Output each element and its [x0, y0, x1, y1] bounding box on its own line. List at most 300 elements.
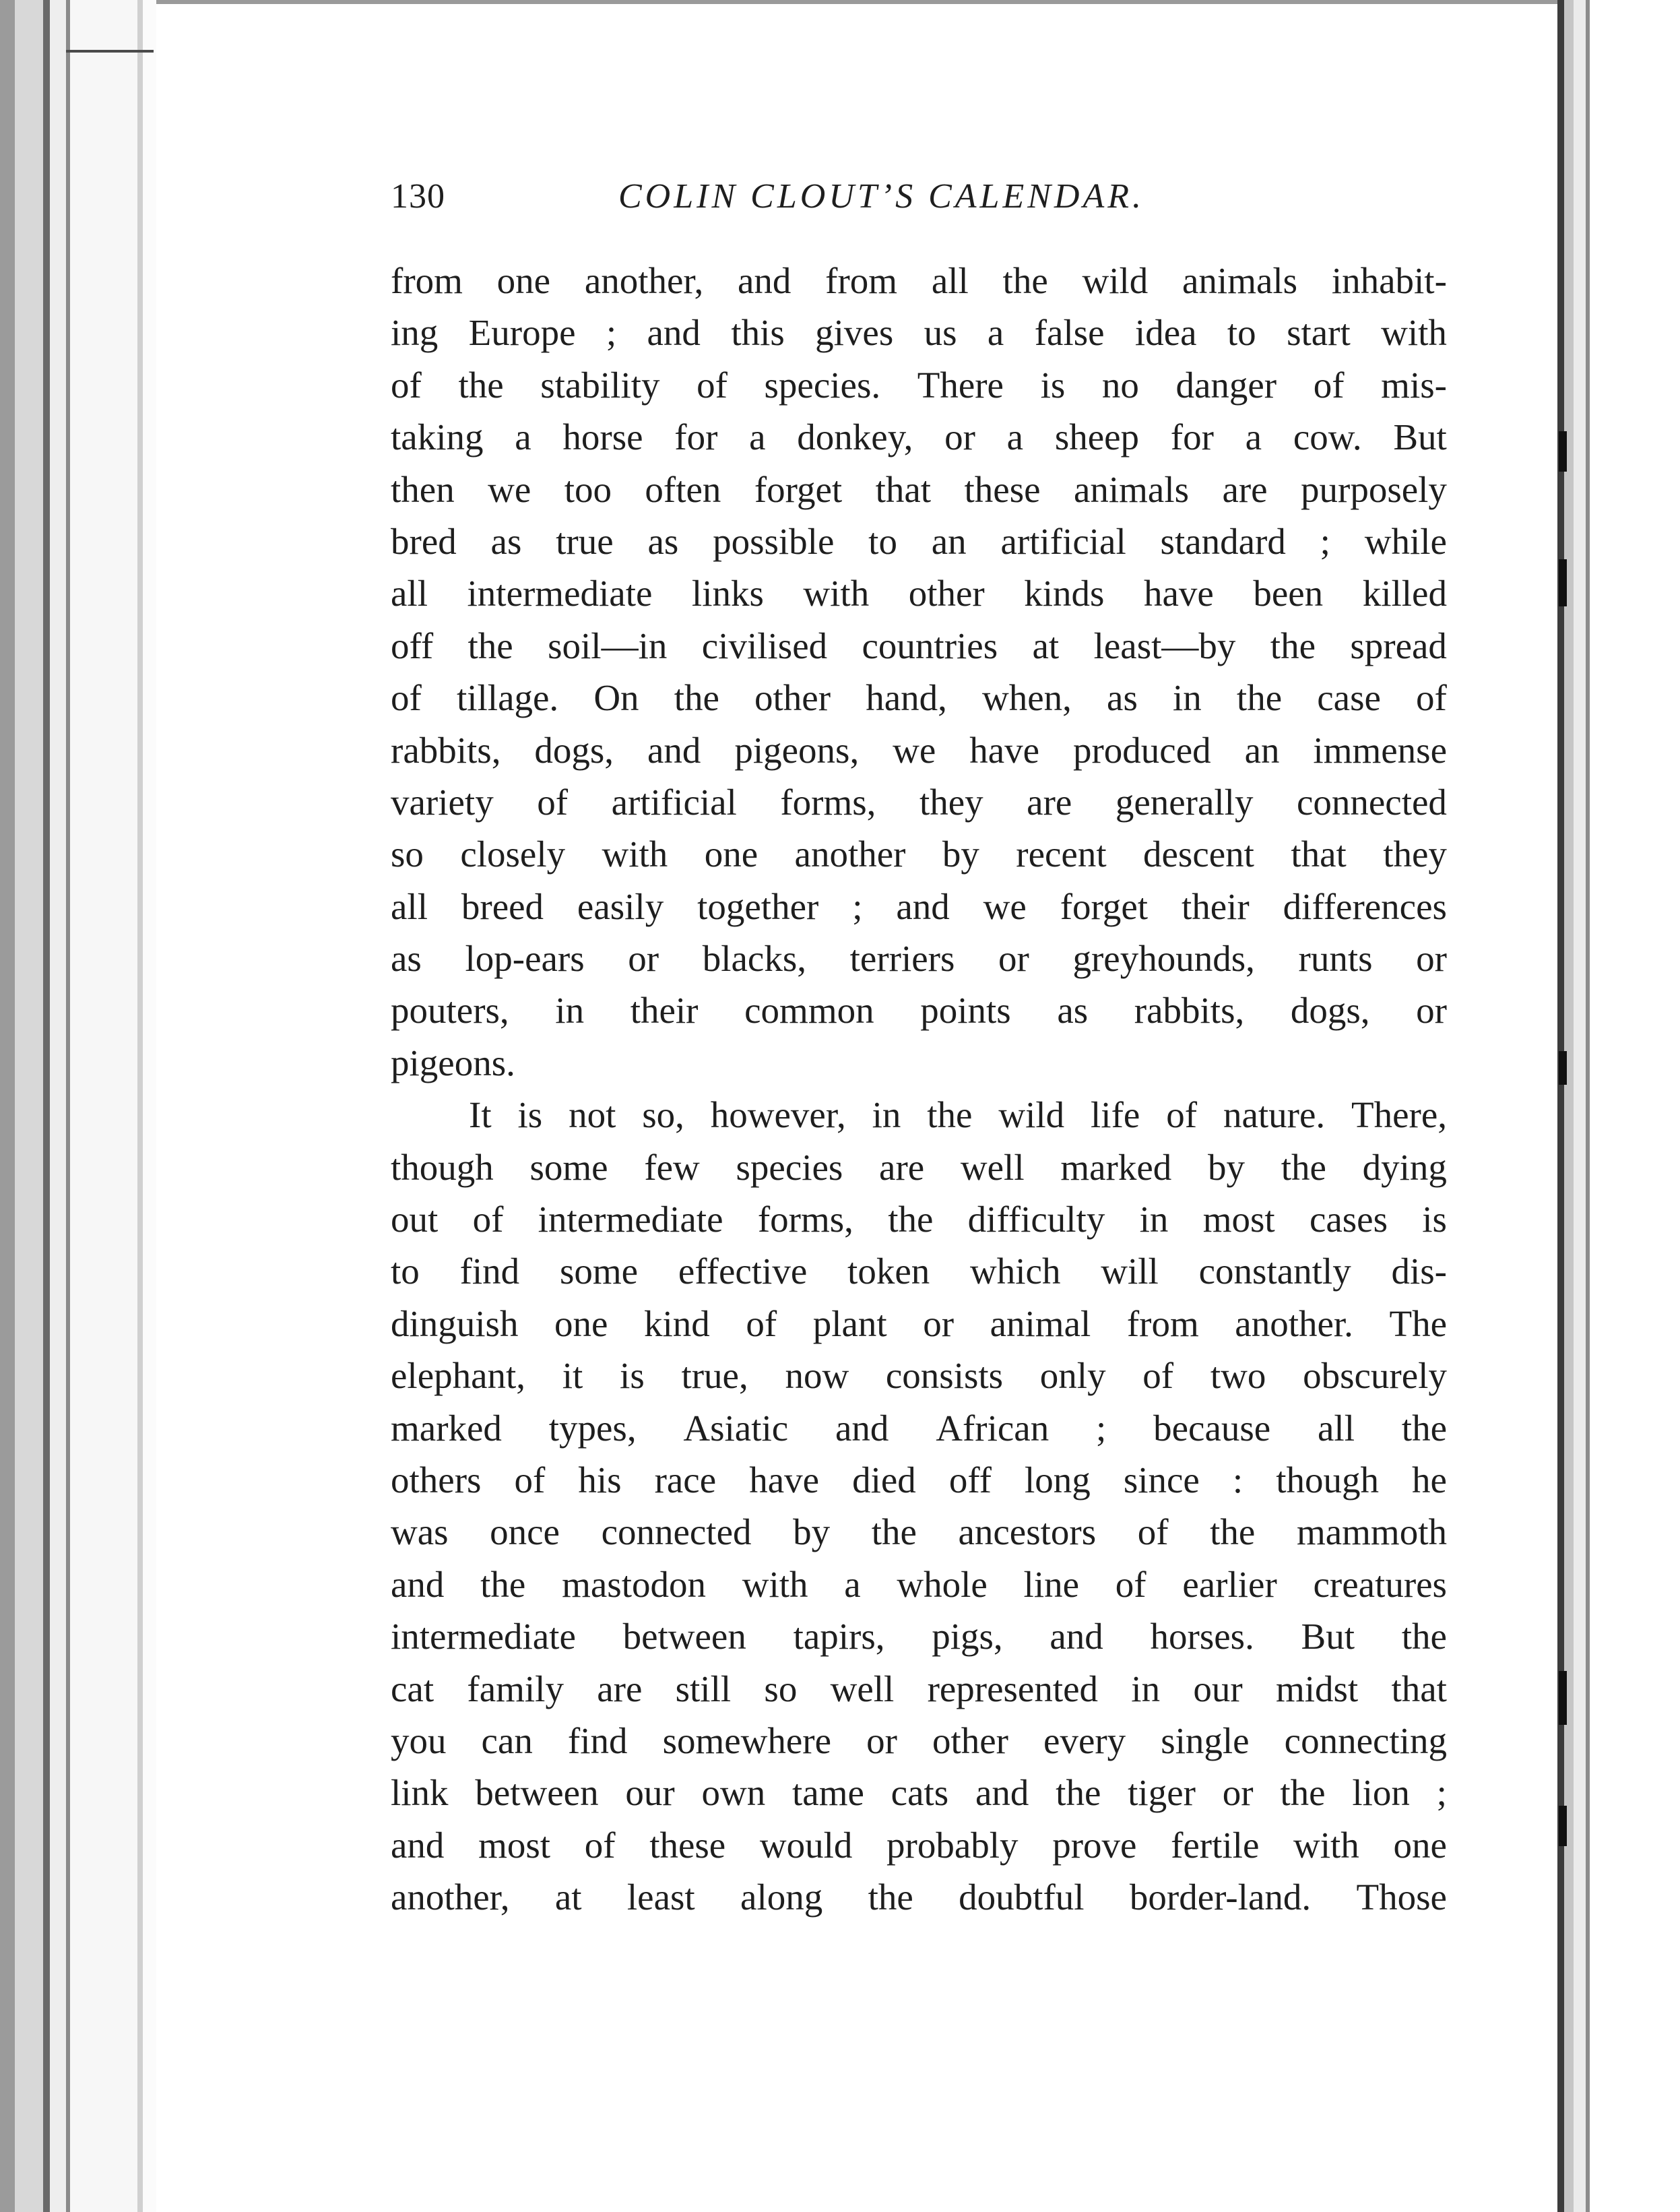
word: Those	[1356, 1876, 1447, 1918]
word: too	[564, 468, 612, 510]
word: and	[975, 1772, 1029, 1814]
word: obscurely	[1303, 1355, 1447, 1397]
page-number: 130	[391, 177, 445, 216]
word: hand,	[866, 677, 947, 719]
word: one	[554, 1302, 608, 1344]
word: marked	[1060, 1146, 1172, 1188]
word: inhabit-	[1331, 260, 1447, 301]
word: others	[391, 1459, 482, 1500]
word: and	[647, 729, 701, 771]
word: of	[746, 1302, 777, 1344]
text-line	[391, 1663, 1447, 1715]
word: prove	[1052, 1824, 1137, 1866]
word: Asiatic	[683, 1407, 789, 1449]
running-head	[391, 177, 1415, 230]
word: two	[1210, 1355, 1266, 1397]
word: rabbits,	[1134, 990, 1245, 1032]
word: But	[1301, 1616, 1355, 1657]
word: from	[825, 260, 898, 301]
word: dying	[1362, 1146, 1447, 1188]
word: with	[742, 1563, 808, 1605]
word: stability	[540, 364, 660, 406]
word: artificial	[611, 781, 737, 823]
word: would	[759, 1824, 853, 1866]
word: off	[948, 1459, 992, 1500]
word: wild	[1082, 260, 1149, 301]
page-top-edge	[156, 0, 1557, 4]
word: whole	[897, 1563, 988, 1605]
text-line	[391, 1402, 1447, 1454]
word: died	[852, 1459, 916, 1500]
word: There	[917, 364, 1004, 406]
word: for	[1170, 416, 1214, 458]
word: true	[556, 520, 614, 562]
word: represented	[927, 1668, 1099, 1709]
word: Europe	[468, 312, 576, 354]
word: their	[630, 990, 699, 1032]
running-title: COLIN CLOUT’S CALENDAR.	[618, 177, 1144, 216]
text-line	[391, 1767, 1447, 1819]
word: an	[931, 520, 967, 562]
word: points	[920, 990, 1011, 1032]
word: recent	[1016, 833, 1107, 875]
word: another	[794, 833, 906, 875]
text-line	[391, 672, 1447, 724]
text-line	[391, 1245, 1447, 1297]
word: with	[1381, 312, 1447, 354]
word: all	[1318, 1407, 1355, 1449]
word: are	[1027, 781, 1072, 823]
word: the	[868, 1876, 913, 1918]
word: the	[871, 1511, 917, 1553]
word: taking	[391, 416, 484, 458]
word: of	[1142, 1355, 1174, 1397]
word: species.	[764, 364, 881, 406]
word: one	[704, 833, 758, 875]
word: variety	[391, 781, 494, 823]
word: since	[1123, 1459, 1200, 1500]
word: we	[488, 468, 531, 510]
word: easily	[577, 885, 664, 927]
word: out	[391, 1199, 439, 1240]
word: been	[1253, 573, 1324, 614]
word: mammoth	[1296, 1511, 1447, 1553]
word: though	[391, 1146, 494, 1188]
word: token	[847, 1251, 930, 1292]
word: the	[1281, 1146, 1326, 1188]
word: as	[1107, 677, 1138, 719]
word: from	[1126, 1302, 1199, 1344]
word: his	[578, 1459, 622, 1500]
word: breed	[461, 885, 544, 927]
word: pouters,	[391, 990, 509, 1032]
word: mis-	[1381, 364, 1447, 406]
word: a	[749, 416, 766, 458]
word: the	[1056, 1772, 1101, 1814]
word: least	[626, 1876, 695, 1918]
text-line	[391, 1715, 1447, 1767]
text-line	[391, 411, 1447, 463]
text-line	[391, 1141, 1447, 1193]
word: which	[970, 1251, 1061, 1292]
word: most	[1202, 1199, 1275, 1240]
word: by	[942, 833, 979, 875]
word: you	[391, 1719, 447, 1761]
word: or	[923, 1302, 955, 1344]
word: civilised	[701, 625, 828, 666]
word: horse	[562, 416, 643, 458]
word: family	[467, 1668, 564, 1709]
word: sheep	[1054, 416, 1140, 458]
word: it	[562, 1355, 583, 1397]
word: these	[649, 1824, 726, 1866]
word: find	[567, 1719, 628, 1761]
word: gives	[815, 312, 894, 354]
word: of	[1416, 677, 1447, 719]
word: ancestors	[958, 1511, 1097, 1553]
word: artificial	[1000, 520, 1126, 562]
word: our	[625, 1772, 675, 1814]
word: species	[736, 1146, 843, 1188]
scan-left-margin	[0, 0, 156, 2212]
word: ;	[606, 312, 617, 354]
word: only	[1039, 1355, 1106, 1397]
word: animals	[1182, 260, 1298, 301]
word: these	[964, 468, 1041, 510]
word: descent	[1143, 833, 1254, 875]
word: intermediate	[538, 1199, 723, 1240]
word: one	[1393, 1824, 1447, 1866]
word: dinguish	[391, 1302, 519, 1344]
word: of	[472, 1199, 504, 1240]
word: most	[478, 1824, 551, 1866]
text-line	[391, 620, 1447, 672]
word: dogs,	[1290, 990, 1370, 1032]
text-line	[391, 1089, 1447, 1141]
word: they	[1383, 833, 1447, 875]
word: or	[1416, 938, 1447, 980]
word: so,	[642, 1094, 684, 1136]
word: connecting	[1284, 1719, 1447, 1761]
word: race	[654, 1459, 717, 1500]
word: all	[391, 885, 428, 927]
word: our	[1193, 1668, 1243, 1709]
word: a	[515, 416, 531, 458]
word: earlier	[1182, 1563, 1277, 1605]
word: African	[936, 1407, 1049, 1449]
word: for	[674, 416, 718, 458]
word: one	[496, 260, 551, 301]
text-line	[391, 776, 1447, 828]
word: the	[1280, 1772, 1326, 1814]
word: we	[983, 885, 1027, 927]
text-line	[391, 881, 1447, 933]
word: wild	[998, 1094, 1065, 1136]
word: spread	[1350, 625, 1447, 666]
word: border-land.	[1129, 1876, 1312, 1918]
word: and	[647, 312, 701, 354]
word: can	[481, 1719, 533, 1761]
word: other	[908, 573, 985, 614]
text-line	[391, 984, 1447, 1036]
text-line	[391, 724, 1447, 776]
word: bred	[391, 520, 457, 562]
word: life	[1091, 1094, 1140, 1136]
word: links	[691, 573, 764, 614]
word: pigeons.	[391, 1042, 515, 1083]
word: as	[391, 938, 422, 980]
word: produced	[1072, 729, 1211, 771]
word: cats	[891, 1772, 949, 1814]
word: and	[896, 885, 950, 927]
word: the	[458, 364, 504, 406]
word: this	[731, 312, 785, 354]
word: all	[391, 573, 428, 614]
word: with	[602, 833, 668, 875]
word: have	[1144, 573, 1214, 614]
word: are	[597, 1668, 643, 1709]
word: types,	[548, 1407, 637, 1449]
word: forms,	[757, 1199, 853, 1240]
word: to	[1227, 312, 1256, 354]
word: while	[1364, 520, 1447, 562]
word: ;	[1096, 1407, 1107, 1449]
word: the	[1210, 1511, 1256, 1553]
word: pigs,	[932, 1616, 1003, 1657]
word: no	[1101, 364, 1139, 406]
word: off	[391, 625, 434, 666]
word: marked	[391, 1407, 502, 1449]
word: fertile	[1171, 1824, 1260, 1866]
word: the	[480, 1563, 526, 1605]
word: kinds	[1024, 573, 1105, 614]
word: that	[875, 468, 932, 510]
word: forget	[754, 468, 843, 510]
text-line	[391, 307, 1447, 358]
word: forms,	[780, 781, 876, 823]
word: of	[584, 1824, 616, 1866]
word: a	[1006, 416, 1024, 458]
word: in	[872, 1094, 901, 1136]
word: was	[391, 1511, 449, 1553]
word: own	[701, 1772, 766, 1814]
word: lop-ears	[465, 938, 585, 980]
text-line	[391, 828, 1447, 880]
word: or	[998, 938, 1029, 980]
word: and	[391, 1824, 445, 1866]
word: the	[927, 1094, 973, 1136]
word: rabbits,	[391, 729, 501, 771]
word: together	[697, 885, 819, 927]
word: the	[674, 677, 719, 719]
word: immense	[1313, 729, 1447, 771]
word: from	[391, 260, 463, 301]
text-line	[391, 1558, 1447, 1610]
word: the	[1401, 1407, 1447, 1449]
word: well	[960, 1146, 1025, 1188]
word: now	[785, 1355, 849, 1397]
word: cow.	[1293, 416, 1362, 458]
word: of	[1115, 1563, 1146, 1605]
word: mastodon	[562, 1563, 706, 1605]
word: On	[593, 677, 639, 719]
word: countries	[862, 625, 998, 666]
word: somewhere	[662, 1719, 832, 1761]
word: cat	[391, 1668, 434, 1709]
word: so	[391, 833, 424, 875]
word: all	[931, 260, 969, 301]
word: animals	[1073, 468, 1190, 510]
word: few	[644, 1146, 700, 1188]
word: The	[1389, 1302, 1447, 1344]
word: doubtful	[959, 1876, 1085, 1918]
word: us	[924, 312, 957, 354]
word: lion	[1352, 1772, 1410, 1814]
word: their	[1181, 885, 1250, 927]
word: some	[559, 1251, 639, 1292]
word: ;	[1320, 520, 1330, 562]
text-line	[391, 1506, 1447, 1558]
word: and	[738, 260, 791, 301]
word: other	[754, 677, 831, 719]
word: the	[1401, 1616, 1447, 1657]
text-line	[391, 255, 1447, 307]
word: that	[1391, 1668, 1447, 1709]
word: or	[1222, 1772, 1254, 1814]
word: effective	[678, 1251, 808, 1292]
word: and	[391, 1563, 445, 1605]
word: have	[749, 1459, 820, 1500]
word: donkey,	[797, 416, 913, 458]
word: runts	[1298, 938, 1373, 980]
word: tame	[792, 1772, 864, 1814]
word: of	[697, 364, 728, 406]
word: intermediate	[467, 573, 653, 614]
word: when,	[982, 677, 1072, 719]
word: standard	[1160, 520, 1286, 562]
word: false	[1034, 312, 1105, 354]
word: greyhounds,	[1072, 938, 1255, 980]
word: not	[569, 1094, 616, 1136]
word: and	[835, 1407, 889, 1449]
word: a	[844, 1563, 861, 1605]
word: pigeons,	[734, 729, 860, 771]
word: between	[622, 1616, 746, 1657]
word: often	[645, 468, 721, 510]
word: or	[628, 938, 659, 980]
word: elephant,	[391, 1355, 526, 1397]
text-line	[391, 1350, 1447, 1401]
word: of	[537, 781, 569, 823]
word: ;	[852, 885, 863, 927]
word: a	[1245, 416, 1262, 458]
word: line	[1023, 1563, 1080, 1605]
word: But	[1393, 416, 1447, 458]
text-line	[391, 1454, 1447, 1506]
text-line	[391, 1193, 1447, 1245]
word: find	[459, 1251, 520, 1292]
word: kind	[643, 1302, 710, 1344]
word: with	[1293, 1824, 1359, 1866]
word: closely	[460, 833, 566, 875]
word: are	[879, 1146, 925, 1188]
word: common	[744, 990, 874, 1032]
word: tillage.	[456, 677, 559, 719]
word: along	[740, 1876, 823, 1918]
word: by	[793, 1511, 831, 1553]
word: at	[554, 1876, 582, 1918]
word: though	[1276, 1459, 1379, 1500]
word: as	[490, 520, 522, 562]
word: single	[1161, 1719, 1250, 1761]
word: probably	[886, 1824, 1019, 1866]
word: however,	[710, 1094, 846, 1136]
word: as	[1057, 990, 1089, 1032]
word: differences	[1283, 885, 1447, 927]
word: still	[675, 1668, 732, 1709]
word: generally	[1115, 781, 1254, 823]
word: the	[888, 1199, 934, 1240]
word: difficulty	[967, 1199, 1105, 1240]
word: of	[391, 364, 422, 406]
word: at	[1032, 625, 1060, 666]
text-line	[391, 933, 1447, 984]
text-line	[391, 359, 1447, 411]
word: nature.	[1223, 1094, 1326, 1136]
word: will	[1101, 1251, 1159, 1292]
word: of	[514, 1459, 546, 1500]
word: between	[475, 1772, 599, 1814]
word: constantly	[1198, 1251, 1351, 1292]
text-line	[391, 1871, 1447, 1923]
word: ing	[391, 312, 439, 354]
text-line	[391, 1819, 1447, 1871]
scan-right-margin	[1557, 0, 1680, 2212]
word: by	[1207, 1146, 1245, 1188]
word: tiger	[1128, 1772, 1196, 1814]
word: a	[987, 312, 1004, 354]
word: soil—in	[548, 625, 668, 666]
word: cases	[1309, 1199, 1388, 1240]
text-line	[391, 567, 1447, 619]
word: as	[647, 520, 679, 562]
word: or	[1416, 990, 1447, 1032]
word: It	[469, 1094, 492, 1136]
word: danger	[1175, 364, 1277, 406]
word: in	[1131, 1668, 1161, 1709]
word: so	[764, 1668, 798, 1709]
word: idea	[1134, 312, 1197, 354]
word: creatures	[1313, 1563, 1447, 1605]
word: connected	[1296, 781, 1447, 823]
word: true,	[681, 1355, 748, 1397]
word: the	[1236, 677, 1283, 719]
word: he	[1412, 1459, 1447, 1500]
word: an	[1244, 729, 1280, 771]
word: in	[1173, 677, 1202, 719]
word: blacks,	[702, 938, 806, 980]
text-line	[391, 515, 1447, 567]
word: link	[391, 1772, 449, 1814]
word: plant	[812, 1302, 887, 1344]
word: is	[620, 1355, 645, 1397]
text-line	[391, 1610, 1447, 1662]
word: ;	[1436, 1772, 1447, 1814]
word: animal	[990, 1302, 1091, 1344]
word: with	[803, 573, 870, 614]
word: tapirs,	[793, 1616, 885, 1657]
word: then	[391, 468, 455, 510]
